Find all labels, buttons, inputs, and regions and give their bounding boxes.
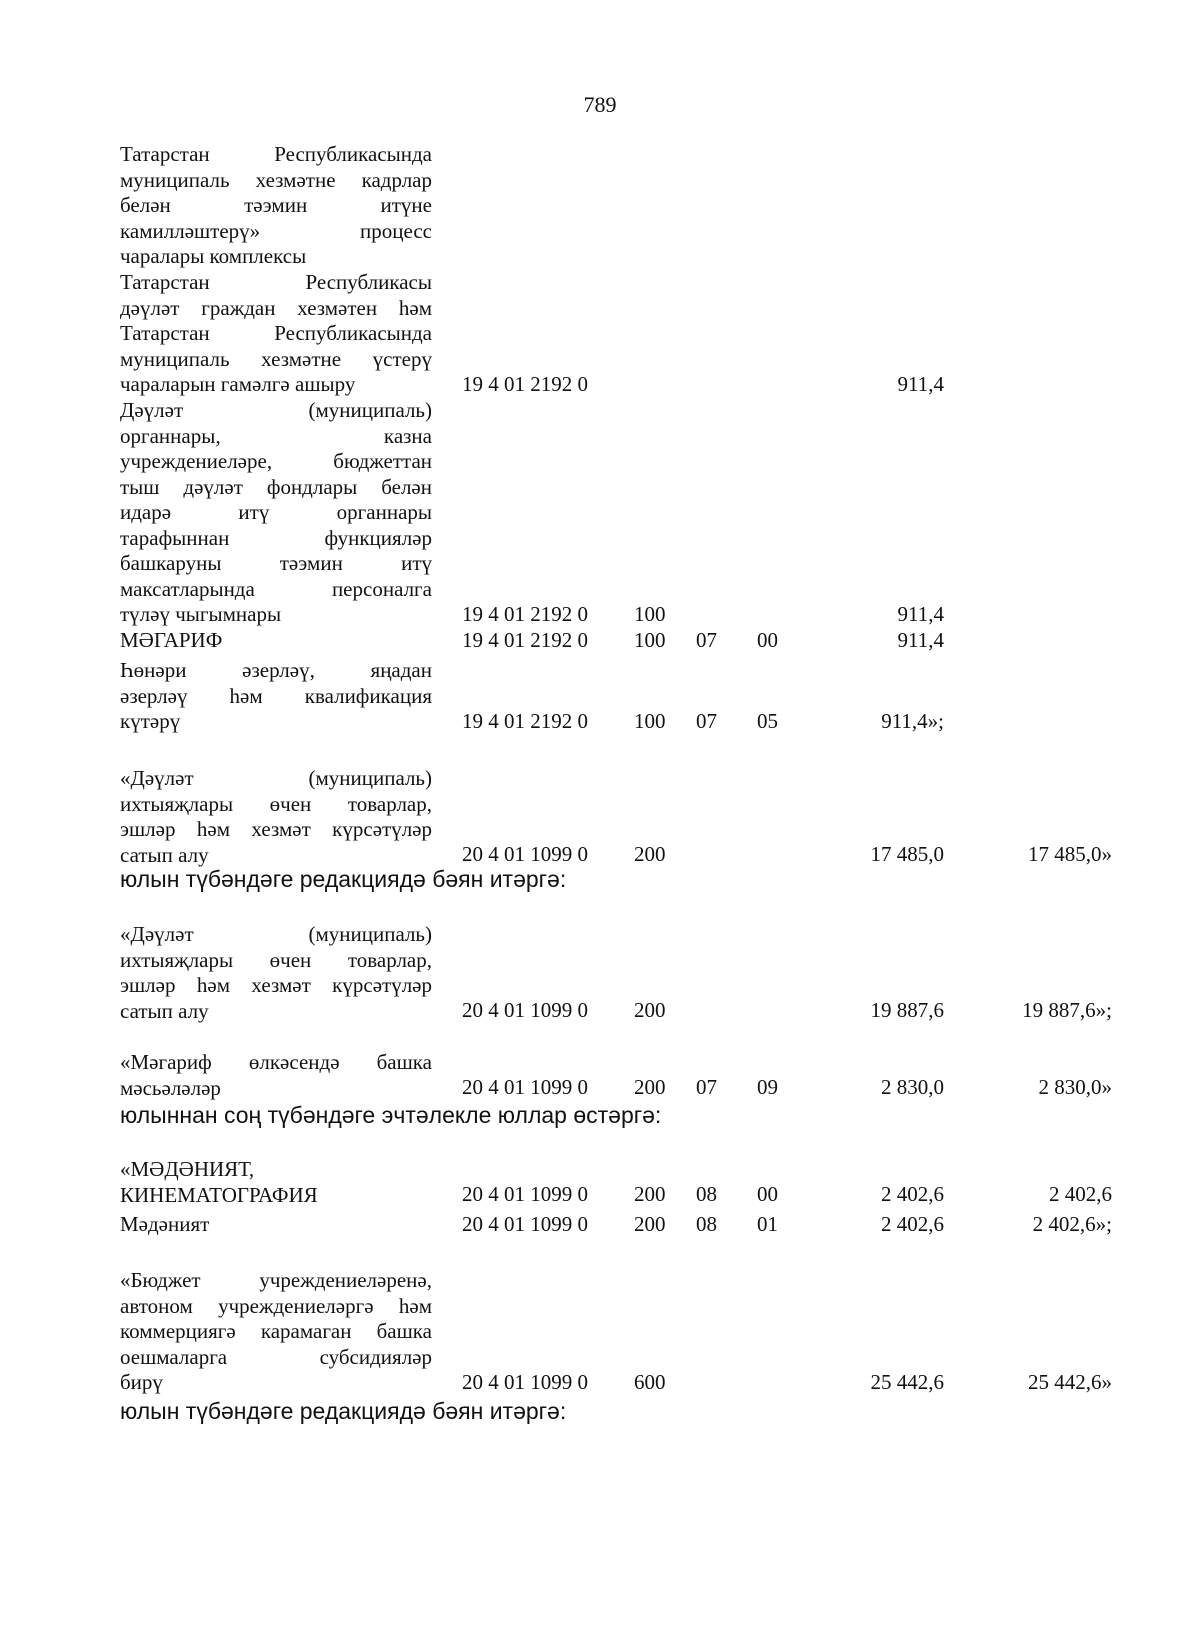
expense-type-code: 200 bbox=[634, 842, 666, 866]
page-number: 789 bbox=[583, 92, 617, 117]
expense-type-code: 600 bbox=[634, 1370, 666, 1394]
row-name bbox=[120, 270, 432, 398]
sum-year-1: 2 402,6 bbox=[881, 1212, 944, 1236]
row-name-line: башкаруны тәэмин итү bbox=[120, 551, 432, 575]
sum-year-1: 911,4 bbox=[897, 628, 944, 652]
row-name bbox=[120, 1157, 432, 1208]
row-name-line: әзерләү һәм квалификация bbox=[120, 683, 432, 708]
row-name-line: муниципаль хезмәтне кадрлар bbox=[120, 167, 432, 192]
sum-year-2: 2 402,6»; bbox=[1032, 1212, 1112, 1236]
row-name bbox=[120, 142, 432, 270]
subsection-code: 05 bbox=[757, 709, 778, 733]
row-name-line: сатып алу bbox=[120, 998, 209, 1023]
row-name-line: мәсьәләләр bbox=[120, 1075, 221, 1100]
row-name-line: коммерциягә карамаган башка bbox=[120, 1319, 432, 1343]
row-name-line: күтәрү bbox=[120, 709, 181, 733]
section-code: 07 bbox=[696, 628, 717, 652]
row-name-line: идарә итү органнары bbox=[120, 500, 432, 524]
row-name-line: автоном учреждениеләргә һәм bbox=[120, 1293, 432, 1318]
section-code: 07 bbox=[696, 1075, 717, 1099]
expense-type-code: 100 bbox=[634, 628, 666, 652]
row-name-line: дәүләт граждан хезмәтен һәм bbox=[120, 295, 432, 320]
sum-year-1: 19 887,6 bbox=[870, 998, 944, 1022]
row-name-line: учреждениеләре, бюджеттан bbox=[120, 449, 432, 473]
row-name bbox=[120, 628, 432, 654]
row-name-line: оешмаларга субсидияләр bbox=[120, 1344, 432, 1369]
row-name-line: «Бюджет учреждениеләренә, bbox=[120, 1268, 432, 1292]
target-article-code: 19 4 01 2192 0 bbox=[462, 372, 588, 396]
row-name-line: Татарстан Республикасында bbox=[120, 142, 432, 166]
row-name-line: эшләр һәм хезмәт күрсәтүләр bbox=[120, 973, 432, 997]
row-name-line: Дәүләт (муниципаль) bbox=[120, 398, 432, 422]
target-article-code: 20 4 01 1099 0 bbox=[462, 1212, 588, 1236]
sum-year-2: 2 830,0» bbox=[1038, 1075, 1112, 1099]
row-name-line: Мәдәният bbox=[120, 1212, 210, 1236]
row-name bbox=[120, 766, 432, 868]
sum-year-1: 911,4 bbox=[897, 602, 944, 626]
row-name-line: «Дәүләт (муниципаль) bbox=[120, 922, 432, 946]
expense-type-code: 100 bbox=[634, 709, 666, 733]
target-article-code: 20 4 01 1099 0 bbox=[462, 1182, 588, 1206]
row-name bbox=[120, 1212, 432, 1238]
instruction-text: юлын түбәндәге редакциядә бәян итәргә: bbox=[120, 866, 567, 892]
row-name bbox=[120, 1050, 432, 1101]
row-name-line: муниципаль хезмәтне үстерү bbox=[120, 346, 432, 371]
sum-year-2: 2 402,6 bbox=[1049, 1182, 1112, 1206]
row-name-line: камилләштерү» процесс bbox=[120, 218, 432, 243]
expense-type-code: 200 bbox=[634, 998, 666, 1022]
target-article-code: 20 4 01 1099 0 bbox=[462, 1370, 588, 1394]
instruction-text: юлын түбәндәге редакциядә бәян итәргә: bbox=[120, 1398, 567, 1424]
expense-type-code: 200 bbox=[634, 1075, 666, 1099]
row-name-line: эшләр һәм хезмәт күрсәтүләр bbox=[120, 817, 432, 841]
sum-year-1: 2 830,0 bbox=[881, 1075, 944, 1099]
target-article-code: 20 4 01 1099 0 bbox=[462, 842, 588, 866]
row-name-line: органнары, казна bbox=[120, 423, 432, 448]
row-name-line: чаралары комплексы bbox=[120, 244, 307, 268]
subsection-code: 01 bbox=[757, 1212, 778, 1236]
row-name bbox=[120, 1268, 432, 1396]
expense-type-code: 200 bbox=[634, 1182, 666, 1206]
row-name-line: бирү bbox=[120, 1370, 163, 1394]
row-name-line: максатларында персоналга bbox=[120, 576, 432, 601]
row-name-line: белән тәэмин итүне bbox=[120, 193, 432, 217]
row-name-line: тыш дәүләт фондлары белән bbox=[120, 474, 432, 499]
row-name-line: Татарстан Республикасында bbox=[120, 321, 432, 345]
subsection-code: 00 bbox=[757, 1182, 778, 1206]
target-article-code: 20 4 01 1099 0 bbox=[462, 1075, 588, 1099]
sum-year-2: 25 442,6» bbox=[1028, 1370, 1112, 1394]
target-article-code: 19 4 01 2192 0 bbox=[462, 628, 588, 652]
sum-year-1: 911,4 bbox=[897, 372, 944, 396]
row-name-line: тарафыннан функцияләр bbox=[120, 525, 432, 550]
target-article-code: 19 4 01 2192 0 bbox=[462, 709, 588, 733]
sum-year-2: 19 887,6»; bbox=[1022, 998, 1112, 1022]
expense-type-code: 100 bbox=[634, 602, 666, 626]
sum-year-1: 911,4»; bbox=[881, 709, 944, 733]
row-name bbox=[120, 922, 432, 1024]
row-name bbox=[120, 658, 432, 735]
row-name-line: «Мәгариф өлкәсендә башка bbox=[120, 1050, 432, 1074]
section-code: 08 bbox=[696, 1182, 717, 1206]
row-name-line: түләү чыгымнары bbox=[120, 602, 282, 626]
sum-year-1: 2 402,6 bbox=[881, 1182, 944, 1206]
row-name bbox=[120, 398, 432, 628]
expense-type-code: 200 bbox=[634, 1212, 666, 1236]
row-name-line: ихтыяҗлары өчен товарлар, bbox=[120, 947, 432, 972]
target-article-code: 20 4 01 1099 0 bbox=[462, 998, 588, 1022]
row-name-line: Татарстан Республикасы bbox=[120, 270, 432, 294]
subsection-code: 09 bbox=[757, 1075, 778, 1099]
row-name-line: МӘГАРИФ bbox=[120, 628, 223, 652]
sum-year-1: 17 485,0 bbox=[870, 842, 944, 866]
row-name-line: КИНЕМАТОГРАФИЯ bbox=[120, 1182, 318, 1207]
section-code: 07 bbox=[696, 709, 717, 733]
sum-year-1: 25 442,6 bbox=[870, 1370, 944, 1394]
row-name-line: сатып алу bbox=[120, 842, 209, 867]
instruction-text: юлыннан соң түбәндәге эчтәлекле юллар өстәргә: bbox=[120, 1102, 662, 1128]
row-name-line: ихтыяҗлары өчен товарлар, bbox=[120, 791, 432, 816]
subsection-code: 00 bbox=[757, 628, 778, 652]
row-name-line: чараларын гамәлгә ашыру bbox=[120, 372, 356, 396]
sum-year-2: 17 485,0» bbox=[1028, 842, 1112, 866]
row-name-line: Һөнәри әзерләү, яңадан bbox=[120, 658, 432, 682]
section-code: 08 bbox=[696, 1212, 717, 1236]
row-name-line: «МӘДӘНИЯТ, bbox=[120, 1157, 255, 1181]
target-article-code: 19 4 01 2192 0 bbox=[462, 602, 588, 626]
row-name-line: «Дәүләт (муниципаль) bbox=[120, 766, 432, 790]
